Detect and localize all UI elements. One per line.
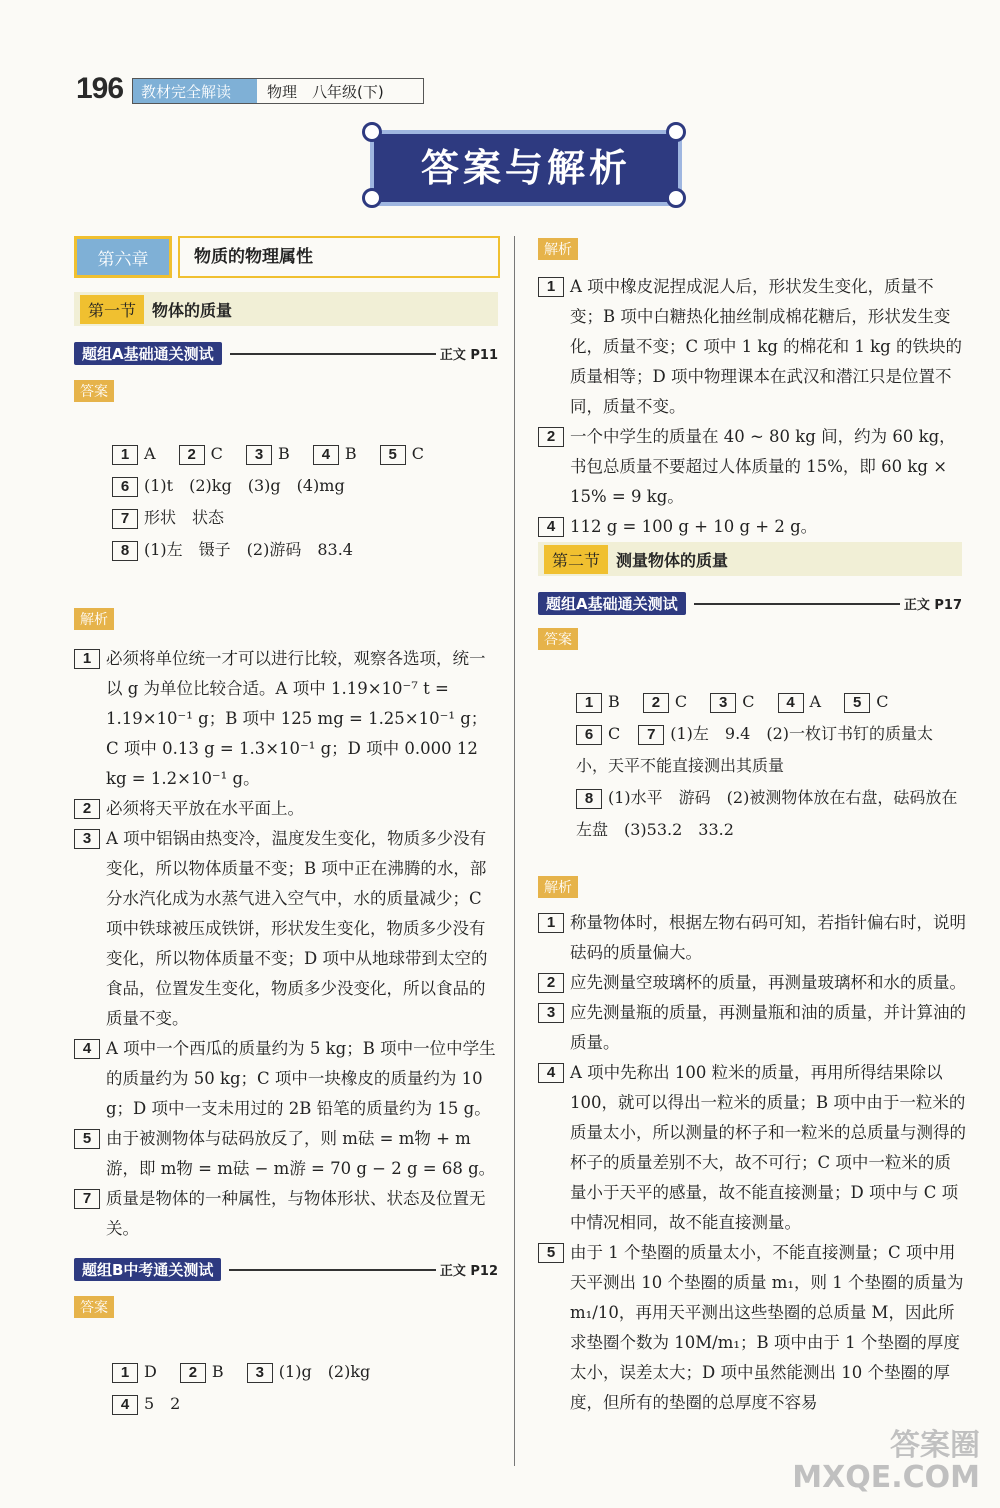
- chapter-title: 物质的物理属性: [178, 236, 500, 278]
- series-label: 教材完全解读: [133, 79, 257, 103]
- answer-value: B: [278, 444, 290, 463]
- analysis-item: [74, 1034, 499, 1124]
- page-number: 196: [76, 72, 124, 105]
- analysis-list: [538, 272, 963, 542]
- analysis-item: [74, 1124, 499, 1184]
- question-number: 6: [112, 477, 138, 497]
- answer-value: (1)g (2)kg: [278, 1362, 371, 1381]
- answer-value: 形状 状态: [144, 508, 225, 527]
- answer-value: C: [608, 724, 621, 743]
- question-number: 7: [638, 725, 664, 745]
- question-number: 1: [74, 649, 100, 669]
- question-number: 3: [710, 693, 736, 713]
- corner-dot: [362, 122, 382, 142]
- question-number: 3: [538, 1003, 564, 1023]
- column-divider: [514, 236, 515, 1466]
- answer-block: [576, 686, 962, 846]
- section-heading: [538, 542, 962, 576]
- analysis-item: [538, 908, 966, 968]
- answer-value: B: [608, 692, 620, 711]
- analysis-text: 由于 1 个垫圈的质量太小，不能直接测量；C 项中用天平测出 10 个垫圈的质量 m₁，则 1 个垫圈的质量为 m₁/10，再用天平测出这些垫圈的总质量 M，因此所求垫圈个数为 10M/m₁；B 项中由于 1 个垫圈的厚度太小，误差太大；D 项中虽然能测出 10 个垫圈的厚度，但所有的垫圈的总厚度不容易: [570, 1243, 964, 1412]
- question-number: 1: [538, 913, 564, 933]
- watermark-top: 答案圈: [890, 1428, 980, 1463]
- analysis-text: A 项中一个西瓜的质量约为 5 kg；B 项中一位中学生的质量约为 50 kg；C 项中一块橡皮的质量约为 10 g；D 项中一支未用过的 2B 铅笔的质量约为 15 g。: [106, 1039, 496, 1118]
- analysis-item: [538, 272, 963, 422]
- answer-value: A: [809, 692, 822, 711]
- section-heading: [74, 292, 498, 326]
- corner-dot: [666, 188, 686, 208]
- analysis-text: A 项中先称出 100 粒米的质量，再用所得结果除以 100，就可以得出一粒米的质量；B 项中由于一粒米的质量太小，所以测量的杯子和一粒米的总质量与测得的杯子的质量差别不大，故不可行；C 项中一粒米的质量小于天平的感量，故不能直接测量；D 项中与 C 项中情况相同，故不能直接测量。: [570, 1063, 966, 1232]
- question-number: 4: [313, 445, 339, 465]
- analysis-text: 必须将单位统一才可以进行比较，观察各选项，统一以 g 为单位比较合适。A 项中 1.19×10⁻⁷ t = 1.19×10⁻¹ g；B 项中 125 mg = 1.25×10⁻¹ g；C 项中 0.13 g = 1.3×10⁻¹ g；D 项中 0.000 12 kg = 1.2×10⁻¹ g。: [106, 649, 488, 788]
- question-number: 6: [576, 725, 602, 745]
- answer-value: (1)左 镊子 (2)游码 83.4: [144, 540, 353, 559]
- arrow-line: [694, 603, 900, 605]
- analysis-tag: 解析: [538, 876, 578, 898]
- page-title: 答案与解析: [370, 130, 682, 206]
- analysis-item: [74, 824, 499, 1034]
- answer-tag: 答案: [74, 380, 114, 402]
- question-number: 1: [112, 1363, 138, 1383]
- question-number: 7: [74, 1189, 100, 1209]
- answer-block: [112, 438, 492, 566]
- answer-value: (1)t (2)kg (3)g (4)mg: [144, 476, 345, 495]
- arrow-line: [230, 353, 436, 355]
- answer-tag: 答案: [74, 1296, 114, 1318]
- analysis-list: [538, 908, 966, 1418]
- question-number: 4: [74, 1039, 100, 1059]
- section-label: 第一节: [80, 295, 144, 324]
- analysis-item: [74, 794, 499, 824]
- analysis-text: A 项中橡皮泥捏成泥人后，形状发生变化，质量不变；B 项中白糖热化抽丝制成棉花糖后，形状发生变化，质量不变；C 项中 1 kg 的棉花和 1 kg 的铁块的质量相等；D 项中物理课本在武汉和潜江只是位置不同，质量不变。: [570, 277, 962, 416]
- answer-block: [112, 1356, 492, 1420]
- answer-value: C: [210, 444, 223, 463]
- analysis-text: 应先测量瓶的质量，再测量瓶和油的质量，并计算油的质量。: [570, 1003, 966, 1052]
- analysis-item: [538, 968, 966, 998]
- analysis-text: 112 g = 100 g + 10 g + 2 g。: [570, 517, 818, 536]
- question-number: 5: [74, 1129, 100, 1149]
- analysis-tag: 解析: [74, 608, 114, 630]
- question-number: 2: [179, 445, 205, 465]
- question-number: 5: [844, 693, 870, 713]
- question-number: 5: [538, 1243, 564, 1263]
- question-number: 3: [247, 1363, 273, 1383]
- section-label: 第二节: [544, 545, 608, 574]
- group-b-header: [74, 1258, 498, 1281]
- question-number: 7: [112, 509, 138, 529]
- answer-value: (1)左 9.4 (2)一枚订书钉的质量太小，天平不能直接测出其质量: [576, 724, 934, 775]
- question-number: 4: [112, 1395, 138, 1415]
- analysis-text: 一个中学生的质量在 40 ~ 80 kg 间，约为 60 kg，书包总质量不要超过人体质量的 15%，即 60 kg × 15% = 9 kg。: [570, 427, 956, 506]
- question-number: 5: [380, 445, 406, 465]
- watermark-bottom: MXQE.COM: [792, 1460, 980, 1495]
- section-title: 测量物体的质量: [616, 550, 729, 570]
- group-label: 题组B中考通关测试: [74, 1258, 221, 1281]
- question-number: 2: [180, 1363, 206, 1383]
- group-a-header: [538, 592, 962, 615]
- question-number: 2: [643, 693, 669, 713]
- arrow-line: [229, 1269, 435, 1271]
- group-label: 题组A基础通关测试: [74, 342, 222, 365]
- analysis-list: [74, 644, 499, 1244]
- question-number: 4: [778, 693, 804, 713]
- analysis-item: [538, 422, 963, 512]
- chapter-heading: [74, 236, 500, 278]
- chapter-label: 第六章: [74, 236, 172, 278]
- subject-label: 物理 八年级(下): [267, 83, 384, 101]
- answer-value: C: [411, 444, 424, 463]
- answer-value: C: [742, 692, 755, 711]
- analysis-item: [74, 1184, 499, 1244]
- analysis-text: 称量物体时，根据左物右码可知，若指针偏右时，说明砝码的质量偏大。: [570, 913, 966, 962]
- page-ref: 正文 P11: [439, 348, 498, 363]
- question-number: 4: [538, 1063, 564, 1083]
- corner-dot: [666, 122, 686, 142]
- question-number: 1: [538, 277, 564, 297]
- analysis-item: [538, 998, 966, 1058]
- question-number: 2: [538, 427, 564, 447]
- question-number: 3: [246, 445, 272, 465]
- answer-value: B: [211, 1362, 224, 1381]
- answer-tag: 答案: [538, 628, 578, 650]
- analysis-text: 由于被测物体与砝码放反了，则 m砝 = m物 + m游，即 m物 = m砝 − m游 = 70 g − 2 g = 68 g。: [106, 1129, 496, 1178]
- answer-value: 5 2: [144, 1394, 181, 1413]
- analysis-tag: 解析: [538, 238, 578, 260]
- question-number: 8: [576, 789, 602, 809]
- analysis-text: 质量是物体的一种属性，与物体形状、状态及位置无关。: [106, 1189, 486, 1238]
- analysis-text: 必须将天平放在水平面上。: [106, 799, 304, 818]
- answer-value: A: [144, 444, 156, 463]
- analysis-item: [538, 1058, 966, 1238]
- group-label: 题组A基础通关测试: [538, 592, 686, 615]
- corner-dot: [362, 188, 382, 208]
- analysis-item: [74, 644, 499, 794]
- analysis-text: A 项中铝锅由热变冷，温度发生变化，物质多少没有变化，所以物体质量不变；B 项中正在沸腾的水，部分水汽化成为水蒸气进入空气中，水的质量减少；C 项中铁球被压成铁饼，形状发生变化，物质多少没有变化，所以物体质量不变；D 项中从地球带到太空的食品，位置发生变化，物质多少没变化，所以食品的质量不变。: [106, 829, 488, 1028]
- question-number: 1: [576, 693, 602, 713]
- answer-value: C: [674, 692, 688, 711]
- question-number: 4: [538, 517, 564, 537]
- question-number: 2: [538, 973, 564, 993]
- group-a-header: [74, 342, 498, 365]
- answer-value: D: [144, 1362, 157, 1381]
- watermark: [792, 1430, 980, 1494]
- question-number: 3: [74, 829, 100, 849]
- analysis-item: [538, 512, 963, 542]
- analysis-item: [538, 1238, 966, 1418]
- answer-value: C: [876, 692, 889, 711]
- question-number: 1: [112, 445, 138, 465]
- question-number: 2: [74, 799, 100, 819]
- analysis-text: 应先测量空玻璃杯的质量，再测量玻璃杯和水的质量。: [570, 973, 966, 992]
- page-ref: 正文 P17: [903, 598, 962, 613]
- page-ref: 正文 P12: [439, 1264, 498, 1279]
- question-number: 8: [112, 541, 138, 561]
- section-title: 物体的质量: [152, 300, 233, 320]
- answer-value: B: [344, 444, 357, 463]
- answer-value: (1)水平 游码 (2)被测物体放在右盘，砝码放在左盘 (3)53.2 33.2: [576, 788, 958, 839]
- running-header: [132, 78, 424, 104]
